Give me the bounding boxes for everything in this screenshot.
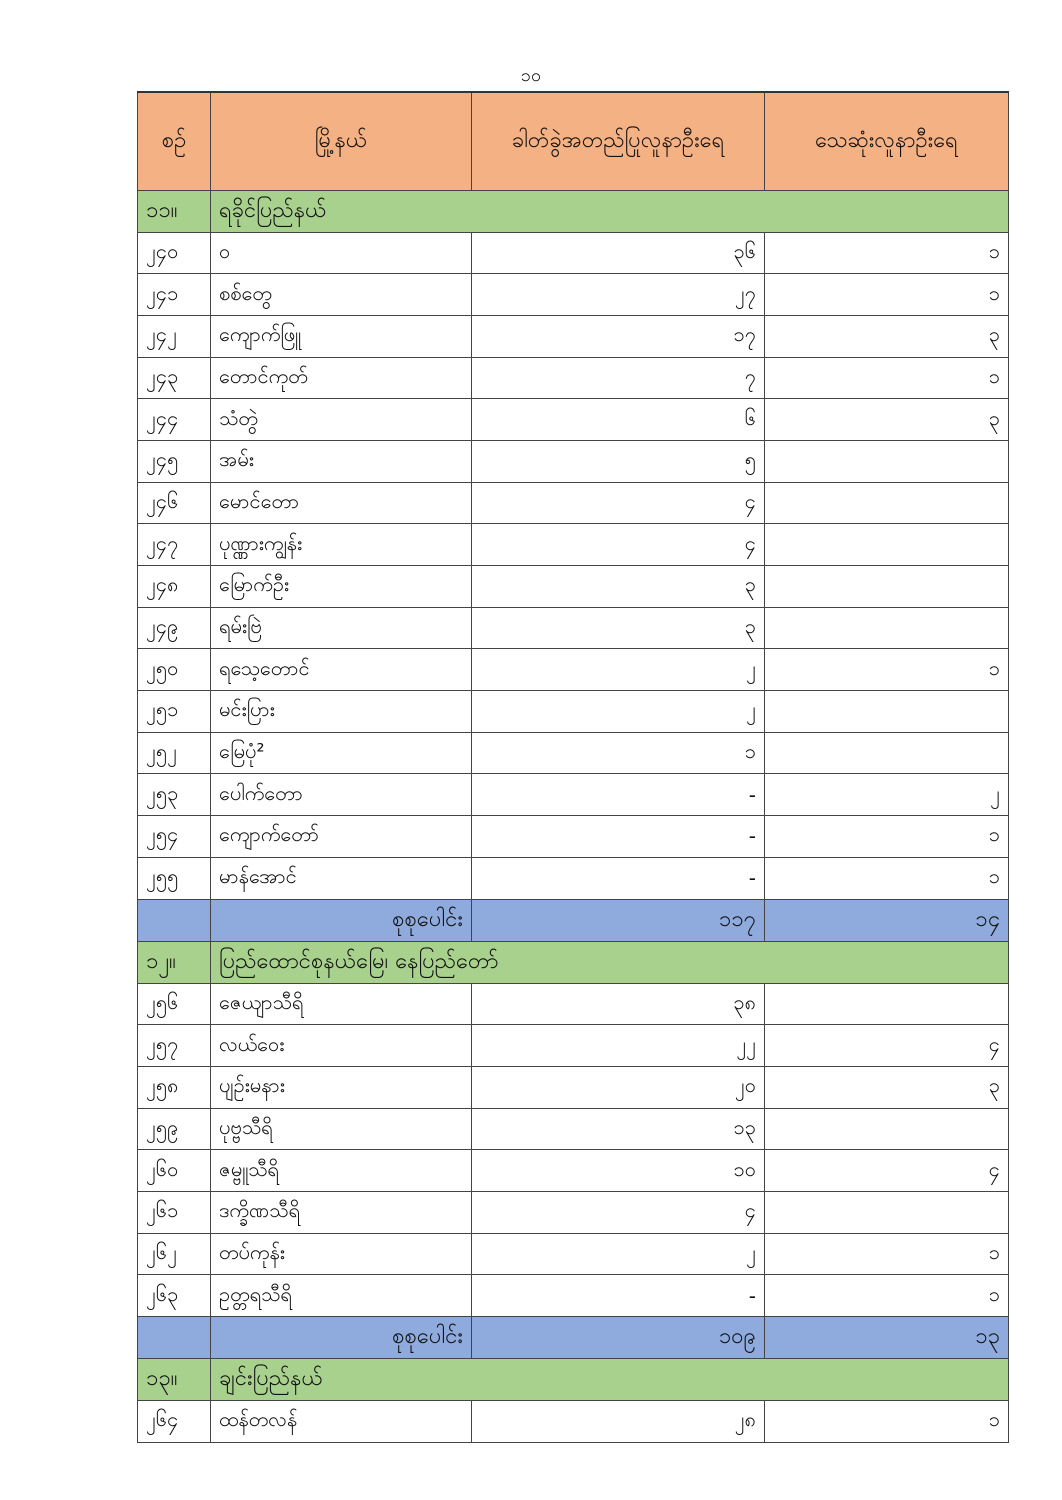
deaths-cell: ၁ (765, 1275, 1009, 1317)
table-row (138, 649, 1009, 691)
deaths-cell (765, 566, 1009, 608)
confirmed-cell: ၄ (472, 524, 765, 566)
township-cell: သံတွဲ (211, 399, 472, 441)
section-row (138, 1359, 1009, 1401)
deaths-cell (765, 983, 1009, 1025)
serial-cell: ၂၅၅ (138, 857, 211, 899)
deaths-cell: ၁ (765, 1233, 1009, 1275)
deaths-cell: ၂ (765, 774, 1009, 816)
township-cell: မောင်တော (211, 482, 472, 524)
section-number: ၁၁။ (138, 190, 211, 232)
township-cell: လယ်ဝေး (211, 1025, 472, 1067)
confirmed-cell: ၁၇ (472, 315, 765, 357)
table-row (138, 857, 1009, 899)
township-cell: ကျောက်တော် (211, 816, 472, 858)
header-township: မြို့နယ် (211, 92, 472, 190)
serial-cell: ၂၅၈ (138, 1066, 211, 1108)
total-row (138, 1317, 1009, 1359)
confirmed-cell: ၂၈ (472, 1401, 765, 1443)
serial-cell: ၂၅၆ (138, 983, 211, 1025)
table-row (138, 482, 1009, 524)
section-name: ချင်းပြည်နယ် (211, 1359, 1009, 1401)
township-cell: ကျောက်ဖြူ (211, 315, 472, 357)
township-cell: ပုဏ္ဏားကျွန်း (211, 524, 472, 566)
serial-cell: ၂၄၀ (138, 232, 211, 274)
deaths-cell (765, 1191, 1009, 1233)
total-empty-cell (138, 1317, 211, 1359)
township-case-table (137, 91, 1009, 1443)
serial-cell: ၂၅၃ (138, 774, 211, 816)
confirmed-cell: ၄ (472, 482, 765, 524)
confirmed-cell: - (472, 857, 765, 899)
township-cell: တောင်ကုတ် (211, 357, 472, 399)
total-row (138, 899, 1009, 941)
serial-cell: ၂၄၇ (138, 524, 211, 566)
deaths-cell (765, 691, 1009, 733)
table-row (138, 232, 1009, 274)
section-number: ၁၃။ (138, 1359, 211, 1401)
deaths-cell (765, 524, 1009, 566)
confirmed-cell: ၃ (472, 607, 765, 649)
serial-cell: ၂၅၁ (138, 691, 211, 733)
deaths-cell: ၁ (765, 649, 1009, 691)
header-confirmed-cases: ခါတ်ခွဲအတည်ပြုလူနာဦးရေ (472, 92, 765, 190)
table-row (138, 732, 1009, 774)
township-cell: ဇေယျာသီရိ (211, 983, 472, 1025)
confirmed-cell: - (472, 1275, 765, 1317)
serial-cell: ၂၅၉ (138, 1108, 211, 1150)
township-cell: ထန်တလန် (211, 1401, 472, 1443)
township-cell: ရမ်းဗြဲ (211, 607, 472, 649)
township-cell: တပ်ကုန်း (211, 1233, 472, 1275)
confirmed-cell: ၅ (472, 440, 765, 482)
deaths-cell (765, 482, 1009, 524)
table-header-row (138, 92, 1009, 190)
serial-cell: ၂၆၀ (138, 1150, 211, 1192)
table-row (138, 1108, 1009, 1150)
serial-cell: ၂၅၀ (138, 649, 211, 691)
serial-cell: ၂၄၈ (138, 566, 211, 608)
confirmed-cell: ၇ (472, 357, 765, 399)
deaths-cell: ၁ (765, 816, 1009, 858)
serial-cell: ၂၅၂ (138, 732, 211, 774)
section-row (138, 190, 1009, 232)
section-name: ရခိုင်ပြည်နယ် (211, 190, 1009, 232)
deaths-cell: ၄ (765, 1150, 1009, 1192)
section-row (138, 941, 1009, 983)
table-row (138, 440, 1009, 482)
serial-cell: ၂၅၄ (138, 816, 211, 858)
township-cell: မင်းပြား (211, 691, 472, 733)
deaths-cell (765, 440, 1009, 482)
table-row (138, 1233, 1009, 1275)
township-cell: မာန်အောင် (211, 857, 472, 899)
total-deaths: ၁၄ (765, 899, 1009, 941)
total-confirmed: ၁၁၇ (472, 899, 765, 941)
deaths-cell: ၃ (765, 399, 1009, 441)
deaths-cell: ၄ (765, 1025, 1009, 1067)
serial-cell: ၂၆၄ (138, 1401, 211, 1443)
township-cell: ပေါက်တော (211, 774, 472, 816)
total-label: စုစုပေါင်း (211, 899, 472, 941)
confirmed-cell: ၂ (472, 1233, 765, 1275)
table-row (138, 566, 1009, 608)
township-cell: ပျဉ်းမနား (211, 1066, 472, 1108)
deaths-cell: ၁ (765, 232, 1009, 274)
total-label: စုစုပေါင်း (211, 1317, 472, 1359)
township-cell: စစ်တွေ (211, 274, 472, 316)
serial-cell: ၂၄၂ (138, 315, 211, 357)
table-row (138, 1275, 1009, 1317)
total-deaths: ၁၃ (765, 1317, 1009, 1359)
table-row (138, 315, 1009, 357)
deaths-cell: ၁ (765, 274, 1009, 316)
township-cell: ရသေ့တောင် (211, 649, 472, 691)
table-row (138, 524, 1009, 566)
table-row (138, 774, 1009, 816)
section-name: ပြည်ထောင်စုနယ်မြေ၊ နေပြည်တော် (211, 941, 1009, 983)
table-row (138, 1191, 1009, 1233)
confirmed-cell: ၄ (472, 1191, 765, 1233)
deaths-cell: ၃ (765, 315, 1009, 357)
serial-cell: ၂၆၂ (138, 1233, 211, 1275)
table-row (138, 1025, 1009, 1067)
table-row (138, 607, 1009, 649)
township-cell: ဇမ္ဗူသီရိ (211, 1150, 472, 1192)
township-cell: မြောက်ဦး (211, 566, 472, 608)
table-row (138, 1066, 1009, 1108)
serial-cell: ၂၄၆ (138, 482, 211, 524)
table-row (138, 357, 1009, 399)
confirmed-cell: ၂ (472, 649, 765, 691)
table-body (138, 190, 1009, 1442)
serial-cell: ၂၄၄ (138, 399, 211, 441)
confirmed-cell: ၁၀ (472, 1150, 765, 1192)
table-row (138, 816, 1009, 858)
deaths-cell: ၁ (765, 1401, 1009, 1443)
confirmed-cell: ၁ (472, 732, 765, 774)
deaths-cell (765, 732, 1009, 774)
table-row (138, 399, 1009, 441)
table-row (138, 691, 1009, 733)
confirmed-cell: ၂၀ (472, 1066, 765, 1108)
confirmed-cell: - (472, 774, 765, 816)
confirmed-cell: ၂၇ (472, 274, 765, 316)
table-row (138, 1150, 1009, 1192)
table-row (138, 1401, 1009, 1443)
total-confirmed: ၁၀၉ (472, 1317, 765, 1359)
header-serial: စဉ် (138, 92, 211, 190)
confirmed-cell: ၃ (472, 566, 765, 608)
township-cell: မြေပုံ² (211, 732, 472, 774)
confirmed-cell: ၃၈ (472, 983, 765, 1025)
table-row (138, 274, 1009, 316)
township-cell: ဒက္ခိဏသီရိ (211, 1191, 472, 1233)
confirmed-cell: ၂ (472, 691, 765, 733)
serial-cell: ၂၄၅ (138, 440, 211, 482)
total-empty-cell (138, 899, 211, 941)
header-deaths: သေဆုံးလူနာဦးရေ (765, 92, 1009, 190)
deaths-cell (765, 1108, 1009, 1150)
township-cell: အမ်း (211, 440, 472, 482)
serial-cell: ၂၅၇ (138, 1025, 211, 1067)
confirmed-cell: ၃၆ (472, 232, 765, 274)
section-number: ၁၂။ (138, 941, 211, 983)
township-cell: ဥတ္တရသီရိ (211, 1275, 472, 1317)
serial-cell: ၂၆၁ (138, 1191, 211, 1233)
serial-cell: ၂၆၃ (138, 1275, 211, 1317)
deaths-cell (765, 607, 1009, 649)
serial-cell: ၂၄၃ (138, 357, 211, 399)
serial-cell: ၂၄၁ (138, 274, 211, 316)
township-cell: ဝ (211, 232, 472, 274)
table-row (138, 983, 1009, 1025)
confirmed-cell: - (472, 816, 765, 858)
deaths-cell: ၁ (765, 857, 1009, 899)
confirmed-cell: ၆ (472, 399, 765, 441)
deaths-cell: ၃ (765, 1066, 1009, 1108)
confirmed-cell: ၂၂ (472, 1025, 765, 1067)
township-cell: ပုဗ္ဗသီရိ (211, 1108, 472, 1150)
page-number: ၁၀ (520, 65, 542, 86)
confirmed-cell: ၁၃ (472, 1108, 765, 1150)
serial-cell: ၂၄၉ (138, 607, 211, 649)
deaths-cell: ၁ (765, 357, 1009, 399)
